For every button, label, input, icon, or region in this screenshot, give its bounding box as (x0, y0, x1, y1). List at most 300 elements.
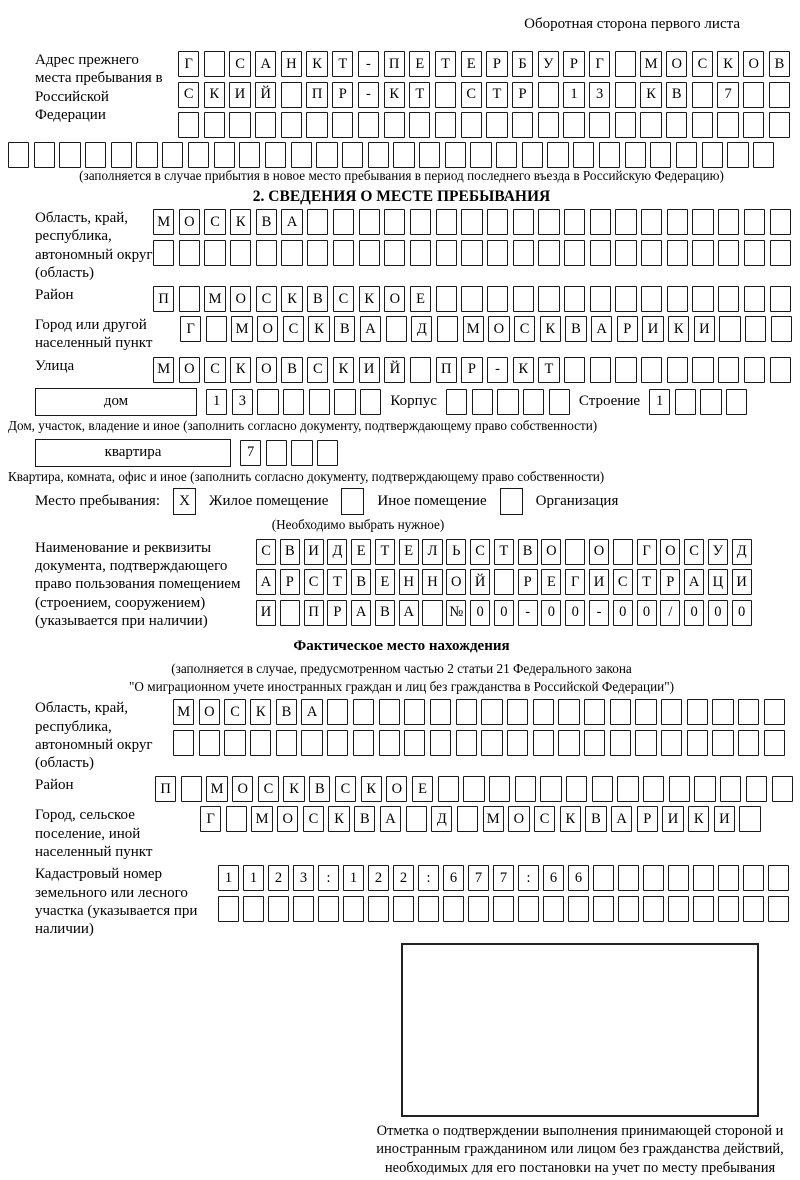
char-cell: И (714, 806, 735, 832)
char-cell (693, 865, 714, 891)
char-cell (613, 539, 633, 565)
char-cell (635, 730, 656, 756)
char-cell (615, 51, 636, 77)
char-cell (404, 699, 425, 725)
char-cell: К (668, 316, 689, 342)
char-cell (565, 539, 585, 565)
actual-location-note-1: (заполняется в случае, предусмотренном частью 2 статьи 21 Федерального закона (171, 661, 632, 677)
char-cell (470, 142, 491, 168)
char-cell: В (769, 51, 790, 77)
char-cell: С (684, 539, 704, 565)
char-cell: Е (410, 286, 431, 312)
char-cell: 0 (470, 600, 490, 626)
region-actual-label: Область, край, республика, автономный округ (область) (35, 700, 153, 772)
char-cell-row (173, 730, 785, 756)
char-cell (538, 82, 559, 108)
char-cell (590, 209, 611, 235)
char-cell (199, 730, 220, 756)
char-cell (543, 896, 564, 922)
char-cell: Н (422, 569, 442, 595)
char-cell (563, 112, 584, 138)
field-district (8, 286, 795, 312)
char-cell: Р (332, 82, 353, 108)
char-cell: Г (565, 569, 585, 595)
char-cell (518, 896, 539, 922)
char-cell: Т (494, 539, 514, 565)
char-cell: К (328, 806, 349, 832)
char-cell (617, 776, 638, 802)
option-organization-label: Организация (535, 492, 619, 509)
char-cell (668, 865, 689, 891)
char-cell: М (231, 316, 252, 342)
char-cell: О (541, 539, 561, 565)
char-cell (692, 240, 713, 266)
char-cell (438, 776, 459, 802)
char-cell: А (360, 316, 381, 342)
region-label: Область, край, республика, автономный округ (область) (35, 210, 153, 281)
char-cell (643, 865, 664, 891)
char-cell (592, 776, 613, 802)
char-cell: Н (281, 51, 302, 77)
char-cell: А (256, 569, 276, 595)
char-cell (564, 286, 585, 312)
char-cell (770, 286, 791, 312)
char-cell (384, 240, 405, 266)
char-cell: О (384, 286, 405, 312)
char-cell (668, 896, 689, 922)
char-cell (719, 316, 740, 342)
char-cell (353, 699, 374, 725)
char-cell: Д (732, 539, 752, 565)
char-cell (593, 865, 614, 891)
char-cell: Е (409, 51, 430, 77)
char-cell (461, 209, 482, 235)
char-cell: Е (461, 51, 482, 77)
char-cell (255, 112, 276, 138)
char-cell (770, 209, 791, 235)
char-cell (768, 896, 789, 922)
char-cell: 0 (541, 600, 561, 626)
char-cell (214, 142, 235, 168)
char-cell: 3 (589, 82, 610, 108)
char-cell: А (301, 699, 322, 725)
stay-type-note: (Необходимо выбрать нужное) (271, 516, 445, 532)
char-cell (181, 776, 202, 802)
char-cell: 1 (343, 865, 364, 891)
char-cell (446, 389, 467, 415)
char-cell (318, 896, 339, 922)
char-cell (204, 240, 225, 266)
char-cell: 0 (684, 600, 704, 626)
char-cell (667, 209, 688, 235)
char-cell (494, 569, 514, 595)
char-cell: 2 (393, 865, 414, 891)
section-2-title: 2. СВЕДЕНИЯ О МЕСТЕ ПРЕБЫВАНИЯ (252, 188, 551, 205)
char-cell: 1 (563, 82, 584, 108)
char-cell (435, 112, 456, 138)
char-cell (342, 142, 363, 168)
char-cell (317, 440, 338, 466)
char-cell: М (173, 699, 194, 725)
field-previous-address (8, 51, 795, 138)
char-cell (307, 240, 328, 266)
char-cell: - (487, 357, 508, 383)
char-cell: В (354, 806, 375, 832)
char-cell (573, 142, 594, 168)
char-cell (692, 357, 713, 383)
char-cell: В (585, 806, 606, 832)
char-cell (230, 240, 251, 266)
char-cell: С (461, 82, 482, 108)
char-cell (358, 112, 379, 138)
stay-type-label: Место пребывания: (35, 492, 160, 509)
page-subtitle: Оборотная сторона первого листа (524, 16, 740, 32)
char-cell: Д (431, 806, 452, 832)
char-cell: Д (327, 539, 347, 565)
apartment-note: Квартира, комната, офис и иное (заполнить согласно документу, подтверждающему право собственности) (8, 468, 605, 484)
char-cell: Г (178, 51, 199, 77)
char-cell (332, 112, 353, 138)
char-cell (641, 240, 662, 266)
char-cell (179, 286, 200, 312)
char-cell: 7 (493, 865, 514, 891)
char-cell: И (589, 569, 609, 595)
stroenie-label: Строение (578, 393, 641, 410)
char-cell: 1 (649, 389, 670, 415)
char-cell-row (178, 112, 790, 138)
char-cell: Е (351, 539, 371, 565)
char-cell (188, 142, 209, 168)
char-cell: С (692, 51, 713, 77)
char-cell: П (436, 357, 457, 383)
house-box-label: дом (35, 388, 197, 416)
char-cell-row (180, 316, 792, 342)
char-cell (675, 389, 696, 415)
char-cell (618, 865, 639, 891)
char-cell: М (251, 806, 272, 832)
char-cell: К (513, 357, 534, 383)
char-cell (496, 142, 517, 168)
previous-address-rows (178, 51, 790, 138)
char-cell: Р (518, 569, 538, 595)
char-cell: О (488, 316, 509, 342)
char-cell: О (199, 699, 220, 725)
char-cell (538, 240, 559, 266)
char-cell: 1 (206, 389, 227, 415)
char-cell: Т (327, 569, 347, 595)
char-cell: 7 (717, 82, 738, 108)
stamp-area (360, 943, 800, 1178)
char-cell: С (256, 539, 276, 565)
char-cell (437, 316, 458, 342)
char-cell (384, 112, 405, 138)
char-cell: К (688, 806, 709, 832)
char-cell (461, 286, 482, 312)
char-cell: Т (375, 539, 395, 565)
char-cell (268, 896, 289, 922)
char-cell (540, 776, 561, 802)
char-cell: К (230, 209, 251, 235)
char-cell-row (153, 209, 791, 235)
char-cell: И (229, 82, 250, 108)
char-cell (243, 896, 264, 922)
char-cell (513, 240, 534, 266)
char-cell: Л (422, 539, 442, 565)
char-cell (720, 776, 741, 802)
char-cell (265, 142, 286, 168)
char-cell (558, 699, 579, 725)
char-cell: Р (637, 806, 658, 832)
char-cell: 7 (240, 440, 261, 466)
char-cell: Т (486, 82, 507, 108)
char-cell (610, 730, 631, 756)
char-cell (393, 896, 414, 922)
char-cell: В (281, 357, 302, 383)
char-cell (379, 699, 400, 725)
field-city-actual (8, 806, 795, 861)
char-cell-row (649, 389, 747, 415)
char-cell (179, 240, 200, 266)
char-cell (564, 240, 585, 266)
char-cell (487, 240, 508, 266)
char-cell (445, 142, 466, 168)
option-other-premises-label: Иное помещение (377, 492, 487, 509)
char-cell: Г (637, 539, 657, 565)
char-cell: 7 (468, 865, 489, 891)
char-cell (666, 112, 687, 138)
char-cell: А (684, 569, 704, 595)
char-cell (463, 776, 484, 802)
char-cell (229, 112, 250, 138)
char-cell (661, 730, 682, 756)
char-cell-row (218, 865, 789, 891)
char-cell: И (694, 316, 715, 342)
char-cell (584, 699, 605, 725)
char-cell: С (335, 776, 356, 802)
char-cell: Р (461, 357, 482, 383)
char-cell: И (359, 357, 380, 383)
char-cell: Т (538, 357, 559, 383)
char-cell: К (640, 82, 661, 108)
char-cell (384, 209, 405, 235)
char-cell: 2 (368, 865, 389, 891)
char-cell (368, 896, 389, 922)
char-cell: Т (332, 51, 353, 77)
char-cell (353, 730, 374, 756)
char-cell: У (538, 51, 559, 77)
field-cadastral (8, 865, 795, 938)
char-cell (512, 112, 533, 138)
char-cell: С (534, 806, 555, 832)
char-cell: О (666, 51, 687, 77)
char-cell: Ь (446, 539, 466, 565)
char-cell (410, 357, 431, 383)
char-cell: : (418, 865, 439, 891)
char-cell (523, 389, 544, 415)
char-cell: К (361, 776, 382, 802)
char-cell: О (660, 539, 680, 565)
char-cell (436, 209, 457, 235)
char-cell (422, 600, 442, 626)
char-cell: Р (512, 82, 533, 108)
char-cell (162, 142, 183, 168)
previous-address-note: (заполняется в случае прибытия в новое место пребывания в период последнего въезда в Российскую Федерацию) (79, 168, 724, 183)
char-cell: К (250, 699, 271, 725)
char-cell (173, 730, 194, 756)
char-cell (333, 209, 354, 235)
char-cell (726, 389, 747, 415)
char-cell (746, 776, 767, 802)
char-cell (593, 896, 614, 922)
char-cell (301, 730, 322, 756)
char-cell (584, 730, 605, 756)
char-cell (419, 142, 440, 168)
char-cell: К (281, 286, 302, 312)
char-cell (178, 112, 199, 138)
char-cell (641, 209, 662, 235)
char-cell (564, 209, 585, 235)
char-cell: Г (589, 51, 610, 77)
char-cell-row (256, 569, 752, 595)
char-cell: Е (541, 569, 561, 595)
char-cell: 0 (494, 600, 514, 626)
char-cell (769, 82, 790, 108)
char-cell: О (179, 209, 200, 235)
char-cell: М (204, 286, 225, 312)
char-cell (481, 730, 502, 756)
char-cell (111, 142, 132, 168)
char-cell (136, 142, 157, 168)
char-cell (430, 699, 451, 725)
char-cell: О (386, 776, 407, 802)
char-cell (744, 209, 765, 235)
char-cell: С (514, 316, 535, 342)
char-cell: С (204, 209, 225, 235)
char-cell (281, 112, 302, 138)
char-cell: М (463, 316, 484, 342)
char-cell (739, 806, 760, 832)
char-cell: Й (470, 569, 490, 595)
char-cell (615, 286, 636, 312)
char-cell (85, 142, 106, 168)
char-cell: О (179, 357, 200, 383)
char-cell (281, 82, 302, 108)
district-label: Район (35, 287, 74, 304)
char-cell: О (589, 539, 609, 565)
char-cell (667, 357, 688, 383)
char-cell: С (229, 51, 250, 77)
char-cell: М (206, 776, 227, 802)
char-cell (334, 389, 355, 415)
char-cell: К (560, 806, 581, 832)
char-cell (404, 730, 425, 756)
char-cell: В (280, 539, 300, 565)
char-cell: П (306, 82, 327, 108)
korpus-label: Корпус (390, 393, 437, 410)
char-cell (769, 112, 790, 138)
char-cell: И (642, 316, 663, 342)
char-cell: А (611, 806, 632, 832)
char-cell (218, 896, 239, 922)
field-city (8, 316, 795, 353)
char-cell (589, 112, 610, 138)
char-cell: К (717, 51, 738, 77)
char-cell-row (256, 539, 752, 565)
char-cell: С (613, 569, 633, 595)
house-row (35, 388, 795, 416)
char-cell (538, 209, 559, 235)
char-cell (693, 896, 714, 922)
field-document (8, 539, 795, 630)
char-cell: 3 (293, 865, 314, 891)
char-cell: С (470, 539, 490, 565)
char-cell: : (318, 865, 339, 891)
char-cell-row (153, 240, 791, 266)
char-cell (643, 896, 664, 922)
char-cell (456, 699, 477, 725)
char-cell: П (304, 600, 324, 626)
char-cell-row (155, 776, 793, 802)
char-cell (692, 209, 713, 235)
char-cell: С (304, 569, 324, 595)
char-cell (443, 896, 464, 922)
actual-location-note-2: "О миграционном учете иностранных граждан и лиц без гражданства в Российской Федерации") (129, 679, 674, 695)
char-cell: Г (180, 316, 201, 342)
char-cell (418, 896, 439, 922)
char-cell: С (224, 699, 245, 725)
char-cell (343, 896, 364, 922)
char-cell: О (256, 357, 277, 383)
char-cell: Г (200, 806, 221, 832)
char-cell (456, 730, 477, 756)
char-cell: П (155, 776, 176, 802)
char-cell (59, 142, 80, 168)
char-cell (309, 389, 330, 415)
char-cell: И (256, 600, 276, 626)
char-cell (558, 730, 579, 756)
char-cell (615, 357, 636, 383)
char-cell: О (232, 776, 253, 802)
char-cell: К (333, 357, 354, 383)
char-cell (291, 440, 312, 466)
char-cell: В (334, 316, 355, 342)
char-cell (743, 896, 764, 922)
char-cell (436, 240, 457, 266)
house-note: Дом, участок, владение и иное (заполнить согласно документу, подтверждающему право собственности) (8, 417, 598, 433)
char-cell (472, 389, 493, 415)
char-cell-row (153, 286, 791, 312)
char-cell (538, 286, 559, 312)
char-cell (533, 699, 554, 725)
char-cell (712, 699, 733, 725)
apartment-box-label: квартира (35, 439, 231, 467)
char-cell (386, 316, 407, 342)
char-cell (610, 699, 631, 725)
char-cell: - (518, 600, 538, 626)
char-cell: С (307, 357, 328, 383)
char-cell (291, 142, 312, 168)
char-cell: № (446, 600, 466, 626)
field-region (8, 209, 795, 282)
char-cell: 3 (232, 389, 253, 415)
char-cell: С (204, 357, 225, 383)
field-street (8, 357, 795, 383)
char-cell: К (306, 51, 327, 77)
char-cell: О (446, 569, 466, 595)
char-cell (738, 699, 759, 725)
char-cell (667, 286, 688, 312)
char-cell (283, 389, 304, 415)
